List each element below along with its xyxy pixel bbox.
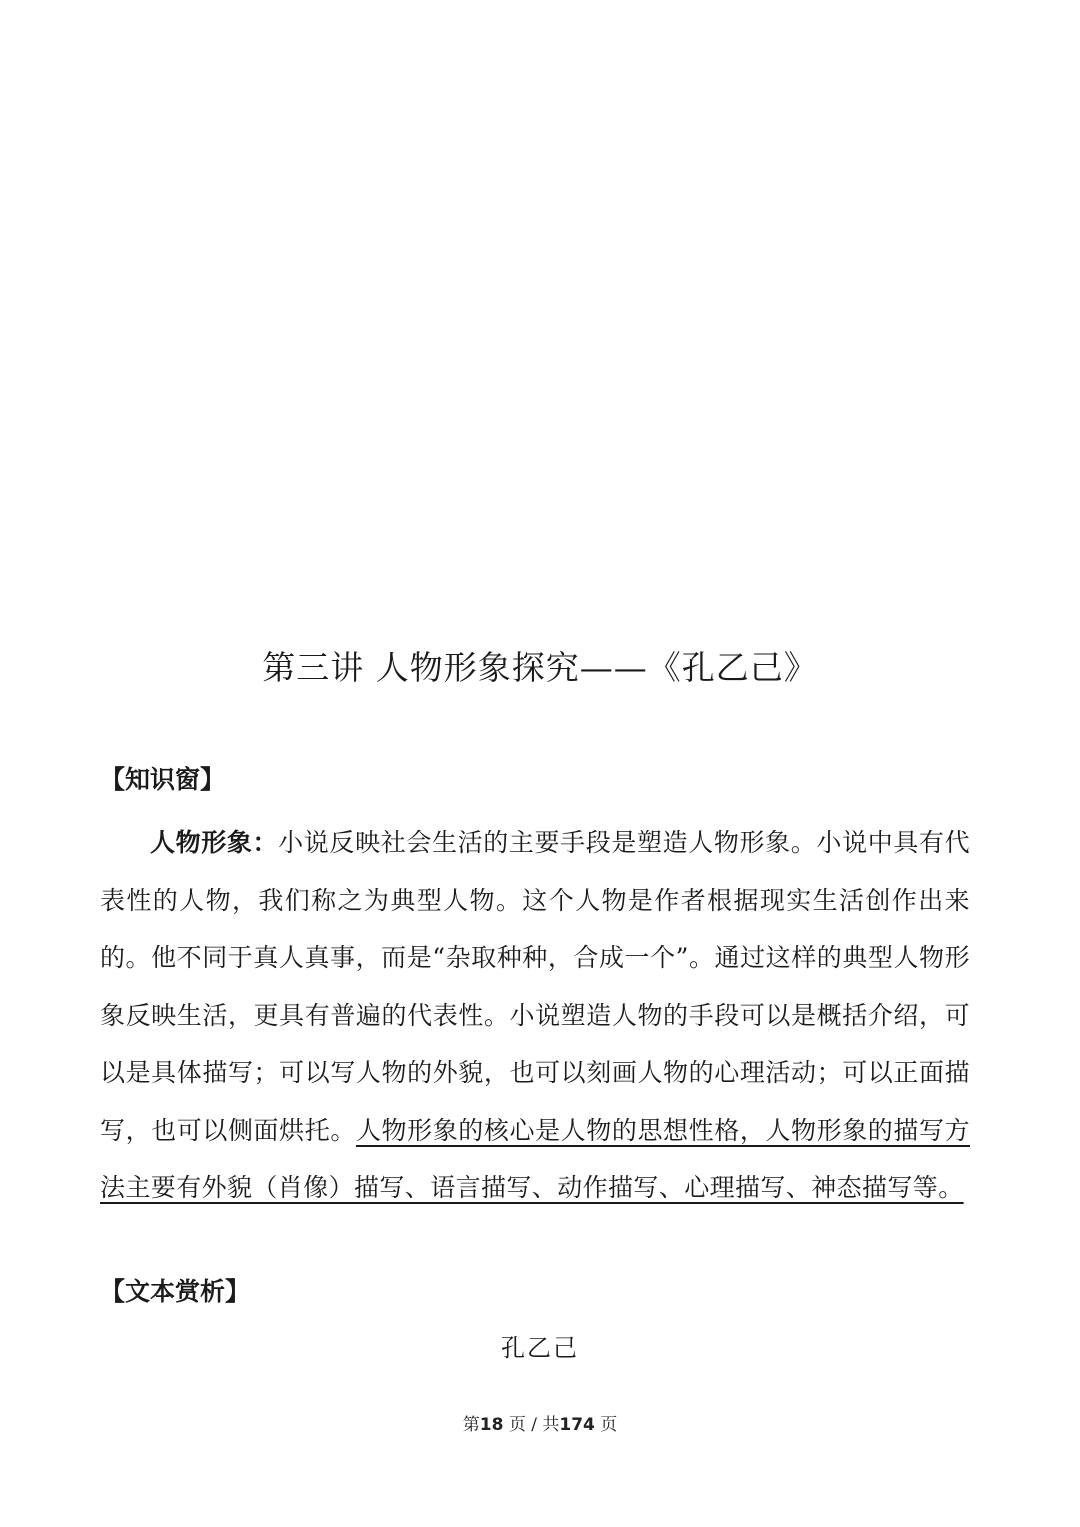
section-heading-knowledge-window: 【知识窗】 [100, 765, 226, 794]
footer-mid: 页 / 共 [508, 1415, 560, 1435]
paragraph-term: 人物形象： [150, 828, 279, 857]
paragraph-body: 小说反映社会生活的主要手段是塑造人物形象。小说中具有代表性的人物，我们称之为典型人物。这个人物是作者根据现实生活创作出来的。他不同于真人真事，而是“杂取种种，合成一个”。通过这样的典型人物形象反映生活，更具有普遍的代表性。小说塑造人物的手段可以是概括介绍，可以是具体描写；可以写人物的外貌，也可以刻画人物的心理活动；可以正面描写，也可以侧面烘托。 [100, 828, 970, 1145]
footer-prefix: 第 [462, 1415, 480, 1435]
knowledge-paragraph [100, 814, 970, 1217]
text-subtitle: 孔乙己 [501, 1334, 579, 1362]
section-heading-text-appreciation: 【文本赏析】 [100, 1277, 251, 1306]
page-footer [0, 1412, 1080, 1438]
footer-current-page: 18 [479, 1415, 504, 1435]
footer-total-pages: 174 [559, 1415, 595, 1435]
paragraph-underlined-text: 人物形象的核心是人物的思想性格，人物形象的描写方法主要有外貌（肖像）描写、语言描写、动作描写、心理描写、神态描写等。 [100, 1115, 970, 1202]
footer-suffix: 页 [600, 1415, 618, 1435]
page-title: 第三讲 人物形象探究——《孔乙己》 [262, 648, 818, 687]
